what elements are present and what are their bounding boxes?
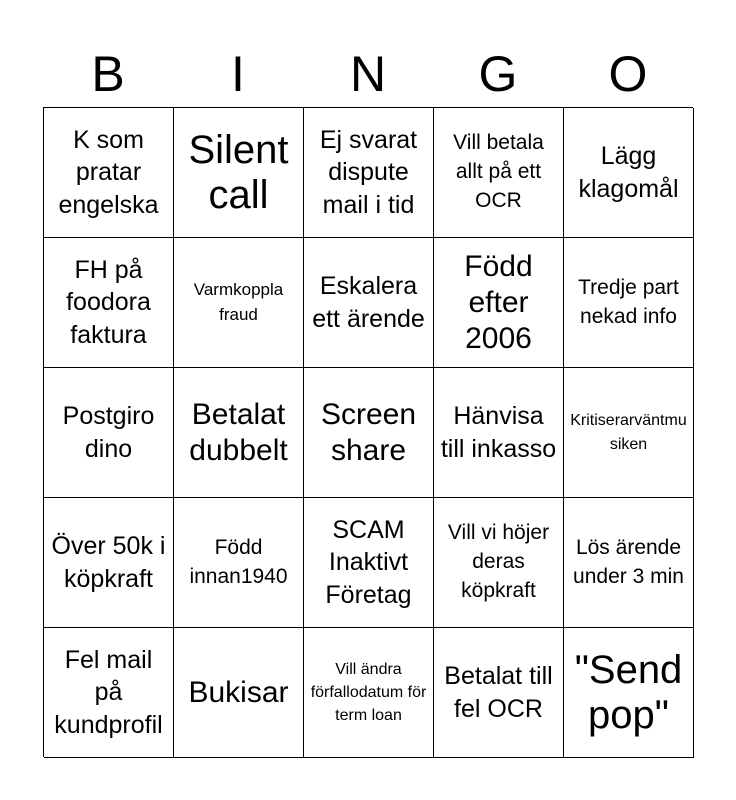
bingo-cell[interactable]: K som pratar engelska <box>44 108 174 238</box>
bingo-cell[interactable]: Över 50k i köpkraft <box>44 498 174 628</box>
bingo-grid <box>43 107 693 757</box>
bingo-cell[interactable]: Eskalera ett ärende <box>304 238 434 368</box>
bingo-cell[interactable]: Född innan1940 <box>174 498 304 628</box>
bingo-cell[interactable]: Betalat dubbelt <box>174 368 304 498</box>
bingo-cell[interactable]: Lös ärende under 3 min <box>564 498 694 628</box>
bingo-cell[interactable]: Betalat till fel OCR <box>434 628 564 758</box>
bingo-cell[interactable]: Kritiserarväntmusiken <box>564 368 694 498</box>
bingo-cell[interactable]: Ej svarat dispute mail i tid <box>304 108 434 238</box>
header-letter-n: N <box>349 46 387 102</box>
header-letter-o: O <box>608 46 648 102</box>
bingo-cell[interactable]: Bukisar <box>174 628 304 758</box>
bingo-cell[interactable]: Vill vi höjer deras köpkraft <box>434 498 564 628</box>
bingo-header <box>43 40 693 108</box>
bingo-cell[interactable]: "Send pop" <box>564 628 694 758</box>
bingo-cell[interactable]: Tredje part nekad info <box>564 238 694 368</box>
bingo-cell[interactable]: Vill ändra förfallodatum för term loan <box>304 628 434 758</box>
bingo-cell[interactable]: Vill betala allt på ett OCR <box>434 108 564 238</box>
header-letter-g: G <box>478 46 518 102</box>
bingo-cell[interactable]: Hänvisa till inkasso <box>434 368 564 498</box>
bingo-cell[interactable]: SCAM Inaktivt Företag <box>304 498 434 628</box>
bingo-cell[interactable]: Screen share <box>304 368 434 498</box>
bingo-cell[interactable]: Postgiro dino <box>44 368 174 498</box>
header-letter-b: B <box>91 46 125 102</box>
bingo-cell[interactable]: Silent call <box>174 108 304 238</box>
bingo-cell[interactable]: Varmkoppla fraud <box>174 238 304 368</box>
bingo-cell[interactable]: Född efter 2006 <box>434 238 564 368</box>
bingo-cell[interactable]: FH på foodora faktura <box>44 238 174 368</box>
header-letter-i: I <box>231 46 245 102</box>
bingo-cell[interactable]: Lägg klagomål <box>564 108 694 238</box>
bingo-cell[interactable]: Fel mail på kundprofil <box>44 628 174 758</box>
